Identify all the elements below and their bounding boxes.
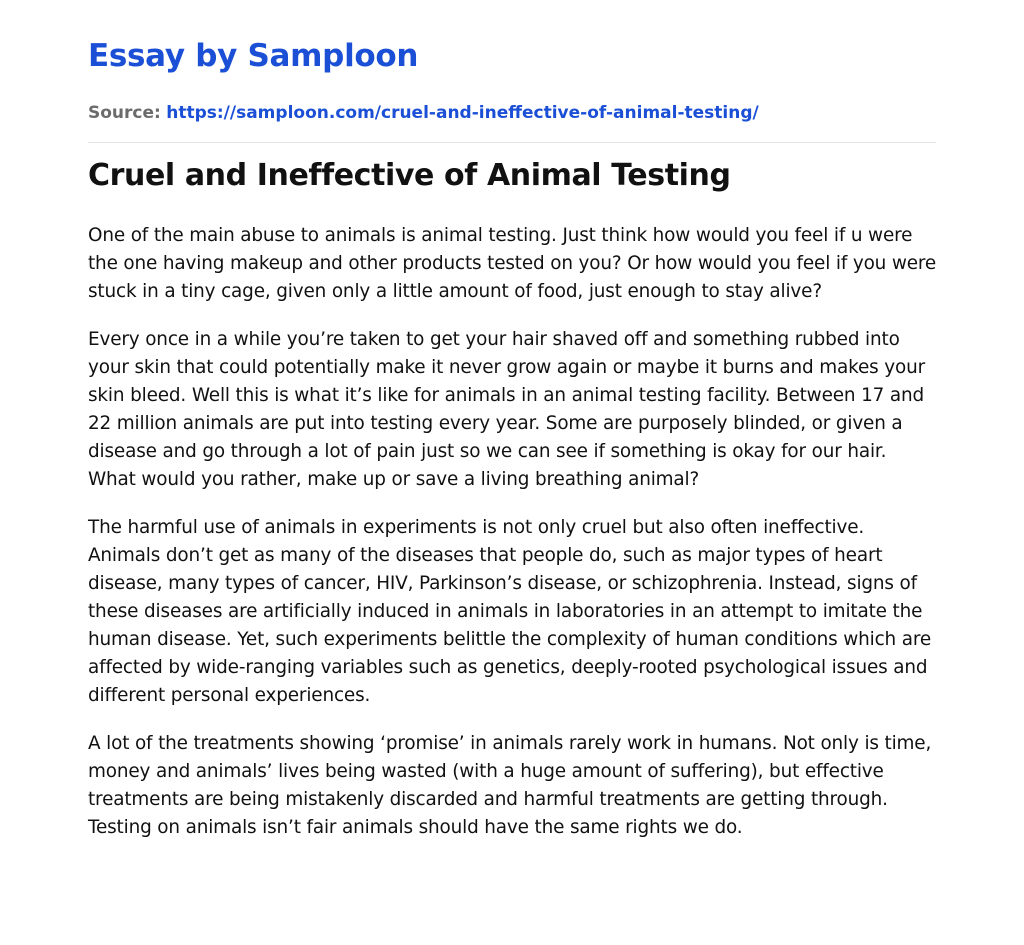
essay-paragraph: One of the main abuse to animals is animal testing. Just think how would you feel if u were the one having makeup and other products tested on you? Or how would you feel if you were stuck in a tiny cage, given only a little amount of food, just enough to stay alive? [88,225,937,302]
essay-paragraph: Every once in a while you’re taken to get your hair shaved off and something rubbed into your skin that could potentially make it never grow again or maybe it burns and makes your skin bleed. Well this is what it’s like for animals in an animal testing facility. Between 17 and 22 million animals are put into testing every year. Some are purposely blinded, or given a disease and go through a lot of pain just so we can see if something is okay for our hair. What would you rather, make up or save a living breathing animal? [88,329,925,490]
header-divider [88,142,936,143]
source-label: Source: [88,103,161,123]
essay-body [88,222,938,862]
essay-paragraph: The harmful use of animals in experiments is not only cruel but also often ineffective. Animals don’t get as many of the diseases that people do, such as major types of heart disease, many types of cancer, HIV, Parkinson’s disease, or schizophrenia. Instead, signs of these diseases are artificially induced in animals in laboratories in an attempt to imitate the human disease. Yet, such experiments belittle the complexity of human conditions which are affected by wide-ranging variables such as genetics, deeply-rooted psychological issues and different personal experiences. [88,517,932,706]
essay-paragraph: A lot of the treatments showing ‘promise’ in animals rarely work in humans. Not only is time, money and animals’ lives being wasted (with a huge amount of suffering), but effective treatments are being mistakenly discarded and harmful treatments are getting through. Testing on animals isn’t fair animals should have the same rights we do. [88,733,932,838]
source-link[interactable]: https://samploon.com/cruel-and-ineffective-of-animal-testing/ [166,103,759,123]
essay-title: Cruel and Ineffective of Animal Testing [88,158,731,193]
site-brand[interactable]: Essay by Samploon [88,38,419,74]
source-line [88,101,759,125]
